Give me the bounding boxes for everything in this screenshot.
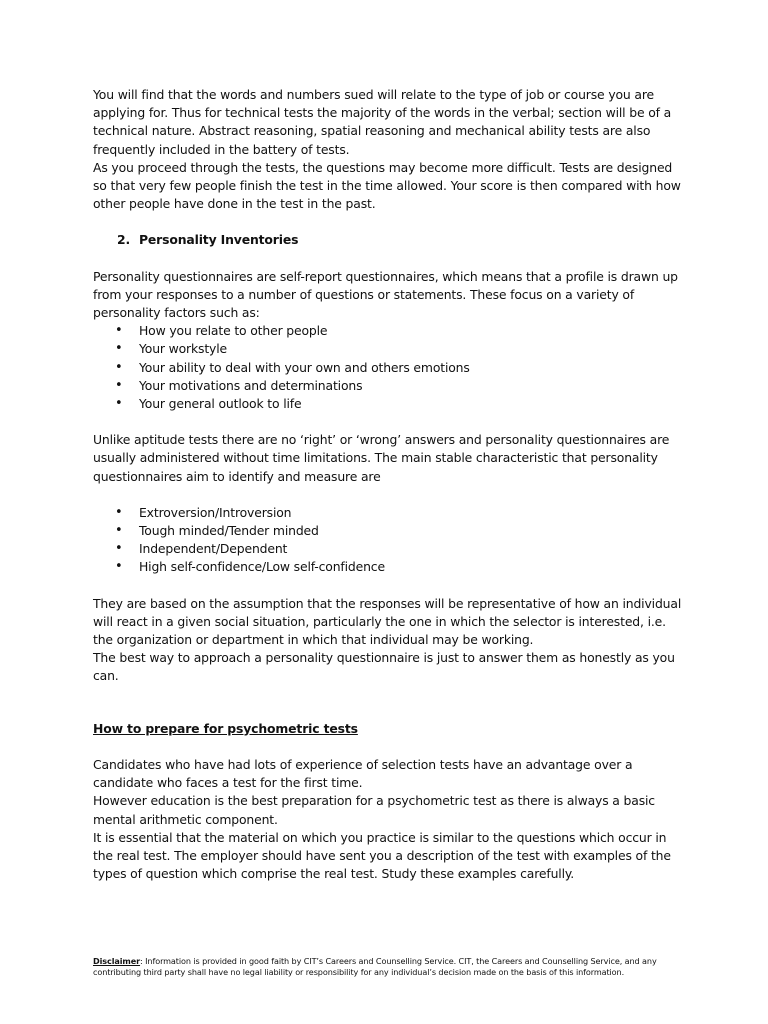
list-item: • Extroversion/Introversion: [93, 504, 683, 522]
prepare-paragraph-3: It is essential that the material on which you practice is similar to the questions which occur in the real test. The employer should have sent you a description of the test with examples of the types of question which comprise the real test. Study these examples carefully.: [93, 829, 671, 882]
prepare-paragraph-1: Candidates who have had lots of experience of selection tests have an advantage over a candidate who faces a test for the first time.: [93, 756, 633, 791]
document-body: [93, 86, 683, 883]
disclaimer-footer: [93, 956, 693, 978]
list-item: • How you relate to other people: [93, 322, 683, 340]
personality-paragraph-3: They are based on the assumption that the responses will be representative of how an individual will react in a given social situation, particularly the one in which the selector is interested, i.e. the organization or department in which that individual may be working.: [93, 595, 682, 648]
list-item: • Independent/Dependent: [93, 540, 683, 558]
prepare-heading: How to prepare for psychometric tests: [93, 720, 358, 736]
intro-paragraph-1: You will find that the words and numbers sued will relate to the type of job or course you are applying for. Thus for technical tests the majority of the words in the verbal; section will be of a technical nature. Abstract reasoning, spatial reasoning and mechanical ability tests are also frequently included in the battery of tests.: [93, 87, 672, 157]
section-title: Personality Inventories: [139, 232, 299, 248]
section-number: 2.: [117, 232, 131, 248]
list-item: • Your motivations and determinations: [93, 377, 683, 395]
list-item: • Your ability to deal with your own and others emotions: [93, 359, 683, 377]
section-heading-personality: [93, 231, 683, 249]
personality-paragraph-1: Personality questionnaires are self-report questionnaires, which means that a profile is drawn up from your responses to a number of questions or statements. These focus on a variety of personality factors such as:: [93, 268, 678, 321]
disclaimer-text: : Information is provided in good faith by CIT’s Careers and Counselling Service. CIT, the Careers and Counselling Service, and any contributing third party shall have no legal liability or responsibility for any individual’s decision made on the basis of this information.: [93, 956, 657, 977]
personality-factors-list: [93, 322, 683, 413]
list-item: • Tough minded/Tender minded: [93, 522, 683, 540]
characteristics-list: [93, 504, 683, 577]
personality-paragraph-2: Unlike aptitude tests there are no ‘right’ or ‘wrong’ answers and personality questionnaires are usually administered without time limitations. The main stable characteristic that personality questionnaires aim to identify and measure are: [93, 432, 670, 484]
list-item: • Your general outlook to life: [93, 395, 683, 413]
prepare-paragraph-2: However education is the best preparation for a psychometric test as there is always a basic mental arithmetic component.: [93, 793, 655, 827]
list-item: • High self-confidence/Low self-confidence: [93, 558, 683, 576]
disclaimer-label: Disclaimer: [93, 956, 141, 966]
intro-paragraph-2: As you proceed through the tests, the questions may become more difficult. Tests are designed so that very few people finish the test in the time allowed. Your score is then compared with how other people have done in the test in the past.: [93, 159, 681, 212]
personality-paragraph-4: The best way to approach a personality questionnaire is just to answer them as honestly as you can.: [93, 650, 675, 684]
list-item: • Your workstyle: [93, 340, 683, 358]
